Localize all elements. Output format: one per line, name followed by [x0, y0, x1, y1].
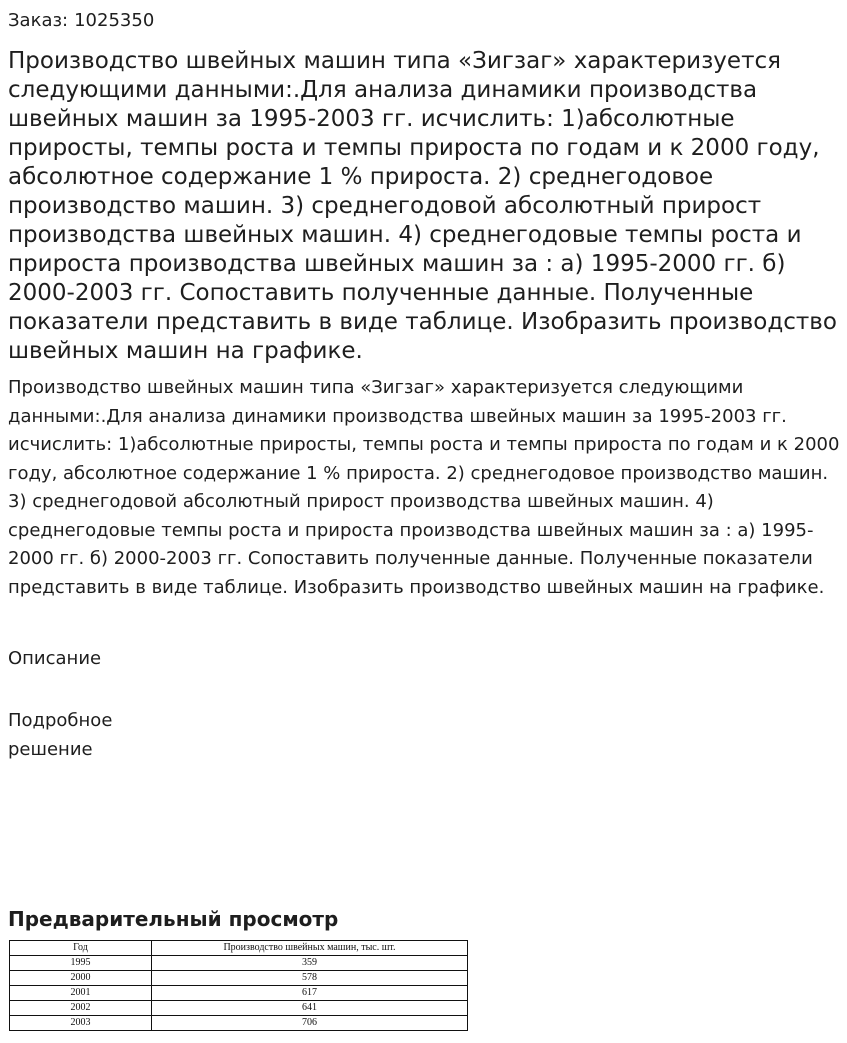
cell-production: 706 [152, 1016, 468, 1031]
table-row [10, 971, 468, 986]
solution-label: Подробное решение [8, 710, 113, 760]
order-number: 1025350 [74, 10, 155, 31]
cell-year: 2002 [10, 1001, 152, 1016]
header-production: Производство швейных машин, тыс. шт. [152, 941, 468, 956]
table-row [10, 1001, 468, 1016]
cell-year: 2000 [10, 971, 152, 986]
cell-production: 578 [152, 971, 468, 986]
preview-title: Предварительный просмотр [8, 907, 339, 931]
header-year: Год [10, 941, 152, 956]
table-header-row [10, 941, 468, 956]
table-row [10, 1016, 468, 1031]
preview-table [9, 940, 468, 1031]
cell-production: 617 [152, 986, 468, 1001]
task-heading: Производство швейных машин типа «Зигзаг» характеризуется следующими данными:.Для анализа динамики производства швейных машин за 1995-2003 гг. исчислить: 1)абсолютные приросты, темпы роста и темпы прироста по годам и к 2000 году, абсолютное содержание 1 % прироста. 2) среднегодовое производство машин. 3) среднегодовой абсолютный прирост производства швейных машин. 4) среднегодовые темпы роста и прироста производства швейных машин за : а) 1995-2000 гг. б) 2000-2003 гг. Сопоставить полученные данные. Полученные показатели представить в виде таблице. Изобразить производство швейных машин на графике. [8, 48, 837, 364]
cell-year: 2003 [10, 1016, 152, 1031]
order-line [8, 8, 154, 34]
order-label: Заказ: [8, 10, 69, 31]
cell-year: 2001 [10, 986, 152, 1001]
cell-production: 641 [152, 1001, 468, 1016]
task-body: Производство швейных машин типа «Зигзаг» характеризуется следующими данными:.Для анализа динамики производства швейных машин за 1995-2003 гг. исчислить: 1)абсолютные приросты, темпы роста и темпы прироста по годам и к 2000 году, абсолютное содержание 1 % прироста. 2) среднегодовое производство машин. 3) среднегодовой абсолютный прирост производства швейных машин. 4) среднегодовые темпы роста и прироста производства швейных машин за : а) 1995-2000 гг. б) 2000-2003 гг. Сопоставить полученные данные. Полученные показатели представить в виде таблице. Изобразить производство швейных машин на графике. [8, 377, 840, 598]
table-row [10, 956, 468, 971]
table-row [10, 986, 468, 1001]
cell-year: 1995 [10, 956, 152, 971]
cell-production: 359 [152, 956, 468, 971]
description-label: Описание [8, 648, 102, 669]
